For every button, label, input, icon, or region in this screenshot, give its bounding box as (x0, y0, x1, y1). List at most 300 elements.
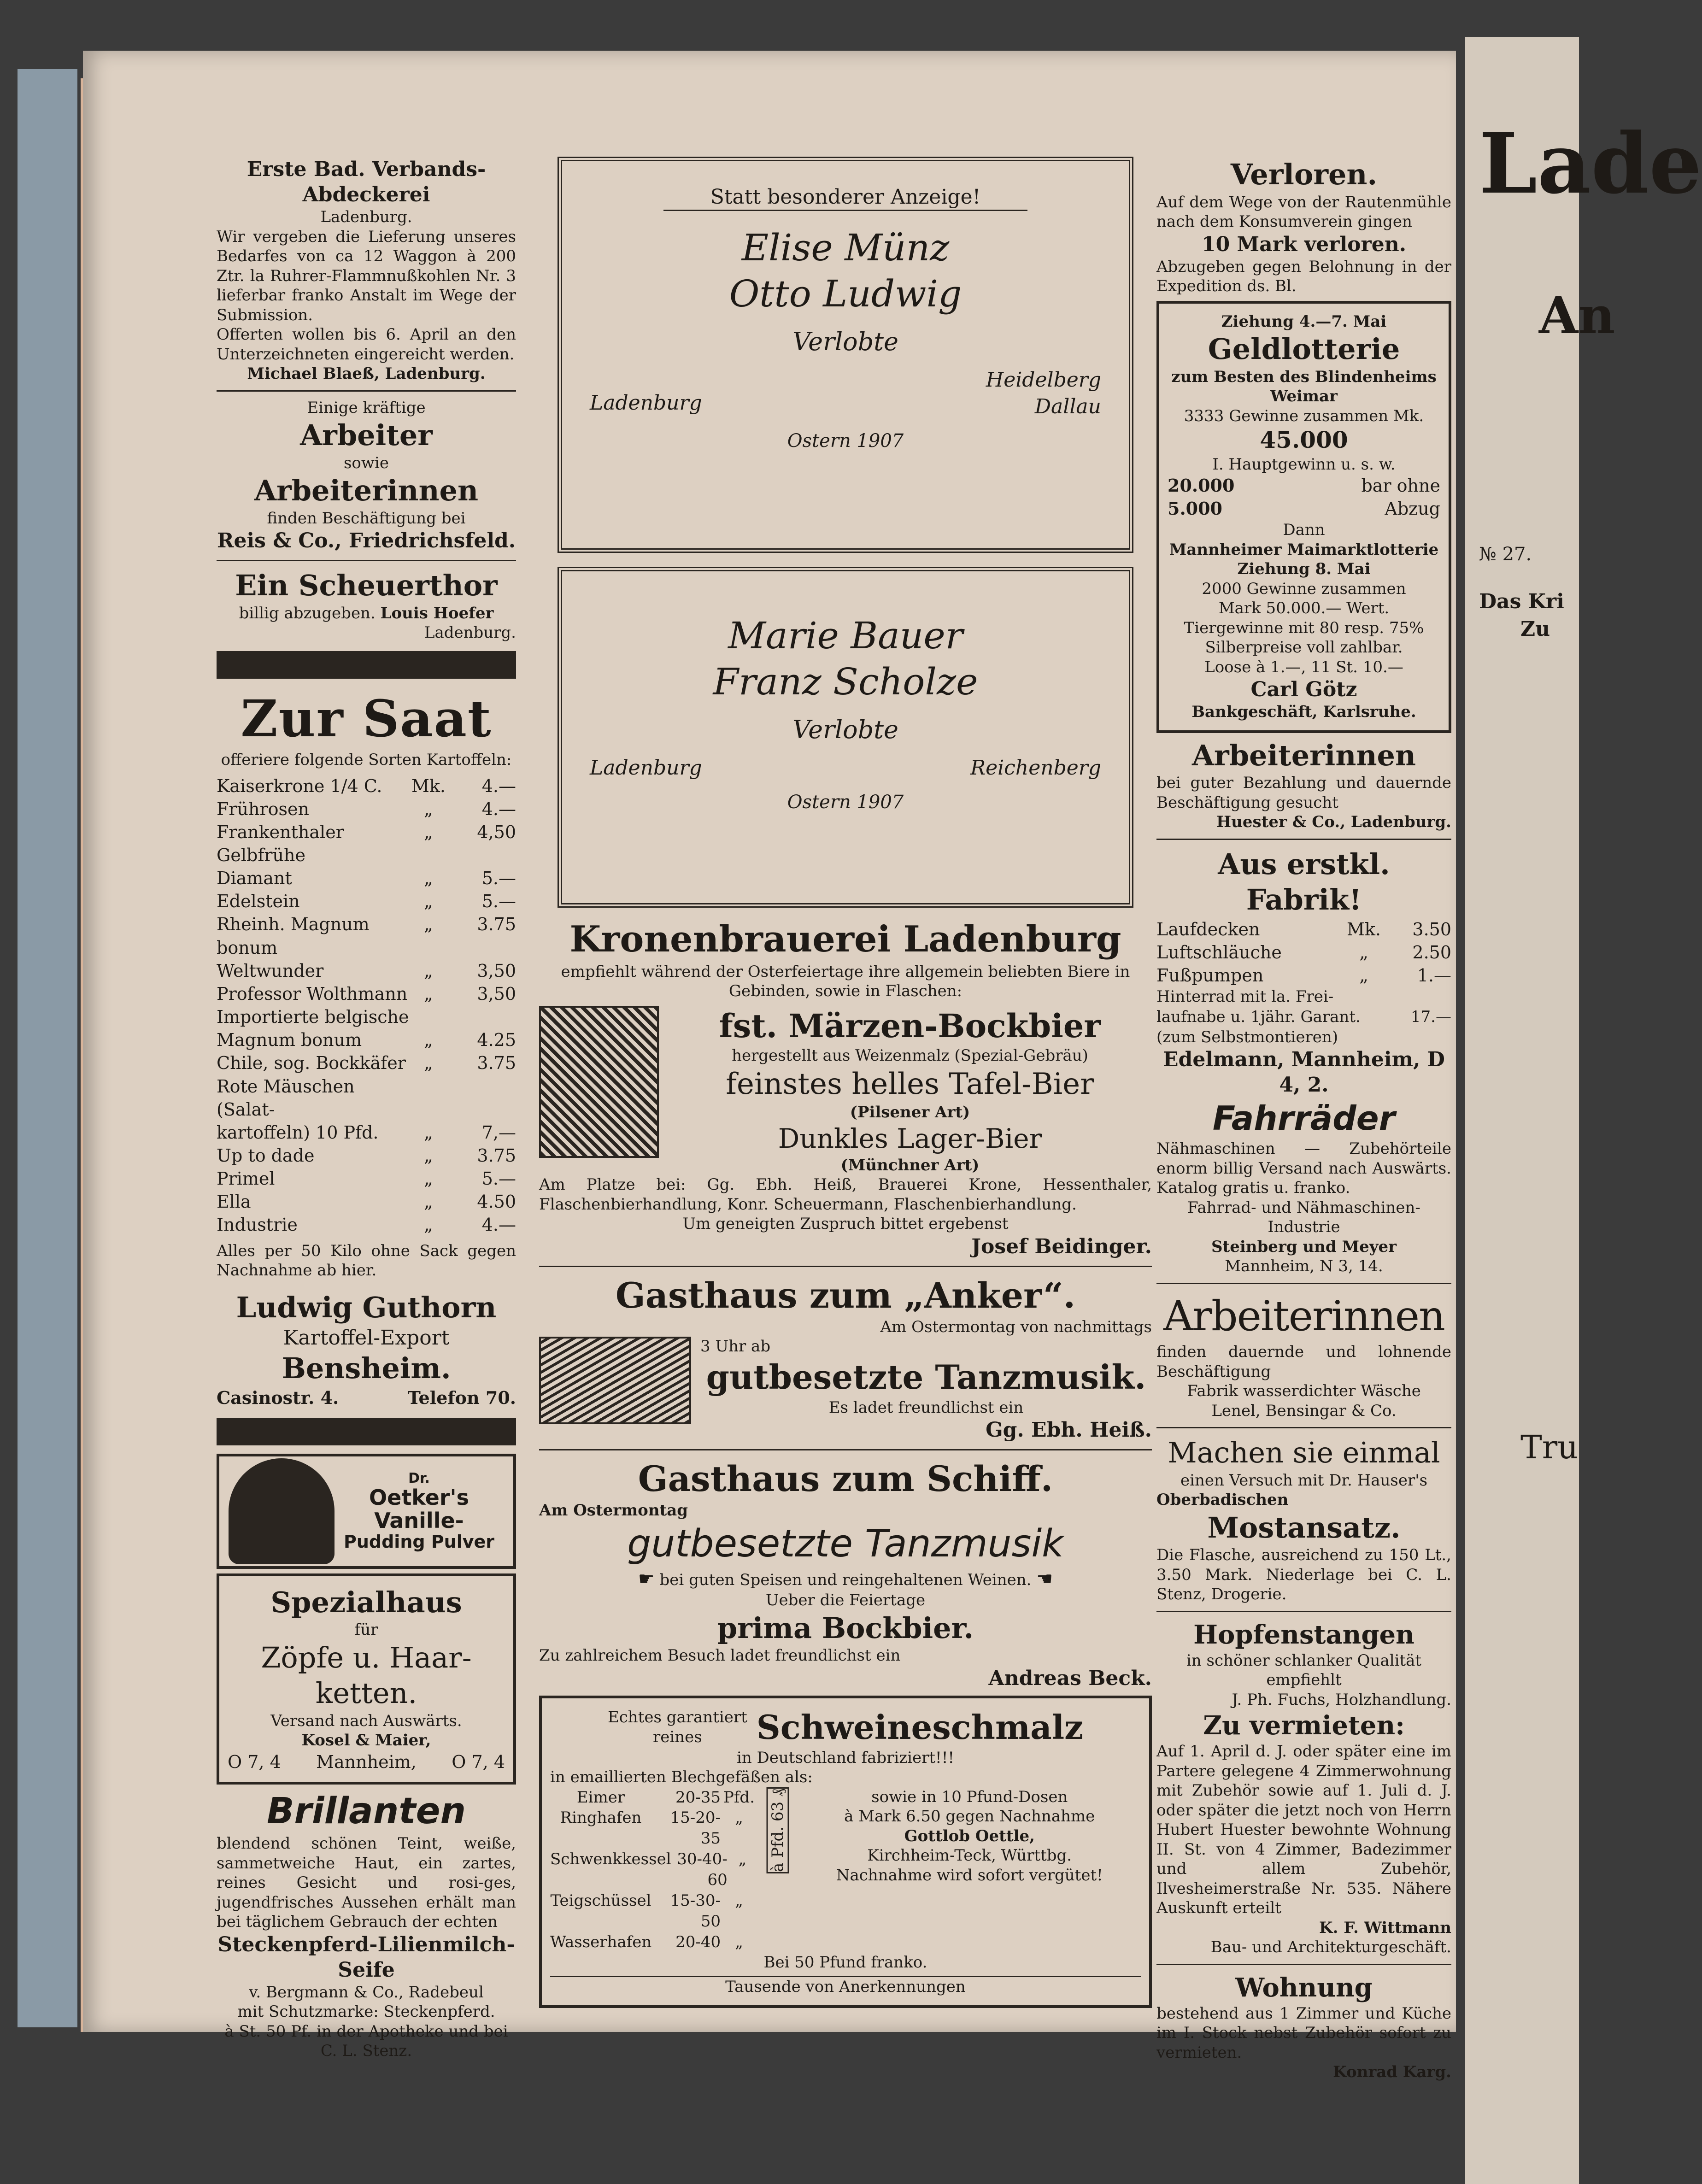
price-name: kartoffeln) 10 Pfd. (217, 1122, 379, 1143)
ad-company: Fabrik wasserdichter Wäsche (1187, 1382, 1421, 1401)
ad-place: Ladenburg. (320, 208, 412, 226)
ad-title: Brillanten (266, 1790, 466, 1832)
ad-line: Pudding Pulver (344, 1531, 495, 1552)
ad-line: Am Ostermontag von nachmittags (880, 1317, 1152, 1336)
ad-title: Spezialhaus (270, 1585, 462, 1619)
lard-row (550, 1808, 757, 1849)
ad-line: Mannheimer Maimarktlotterie (1169, 540, 1439, 559)
price-name: Diamant (217, 868, 292, 889)
masthead-fragment: Lade (1479, 115, 1702, 212)
price-row (217, 959, 516, 982)
ad-note: Bei 50 Pfund franko. (763, 1953, 927, 1972)
price-unit: „ (424, 1030, 433, 1051)
lard-row (550, 1849, 757, 1890)
price-unit: „ (424, 891, 433, 912)
ad-place: Ladenburg. (424, 623, 516, 642)
price-name: Up to dade (217, 1145, 315, 1166)
ad-name: Otto Ludwig (729, 272, 962, 315)
ad-body: Nähmaschinen — Zubehörteile enorm billig Versand nach Auswärts. Katalog gratis u. franko. (1156, 1139, 1451, 1198)
ad-place: Reichenberg (970, 756, 1101, 780)
price-row (217, 798, 516, 821)
ad-line: bar ohne (1361, 476, 1440, 496)
ad-body: blendend schönen Teint, weiße, sammetweiche Haut, ein zartes, reines Gesicht und rosi-ges, jugendfrisches Aussehen erhält man bei täglichem Gebrauch der echten (217, 1834, 516, 1932)
price-name: Chile, sog. Bockkäfer (217, 1053, 406, 1074)
price-name: Luftschläuche (1156, 942, 1282, 963)
ad-line: Vanille- (374, 1508, 464, 1533)
ad-signature: Gg. Ebh. Heiß. (986, 1418, 1152, 1442)
price-row (217, 1051, 516, 1074)
price-price: 4.— (481, 775, 516, 796)
ad-title: Zur Saat (241, 688, 492, 748)
ad-title: Wohnung (1235, 1972, 1373, 2003)
ad-line: Gottlob Oettle, (904, 1826, 1035, 1845)
ad-name: Franz Scholze (713, 660, 978, 703)
divider (217, 390, 516, 392)
ad-verlobung-bauer (558, 567, 1133, 908)
ad-line: laufnabe u. 1jähr. Garant. (1156, 1007, 1361, 1026)
price-unit (410, 1075, 447, 1121)
ad-body: bei guter Bezahlung und dauernde Beschäftigung gesucht (1156, 774, 1451, 812)
ad-line: Oetker's (369, 1485, 470, 1510)
ad-vermieten (1156, 1709, 1451, 1957)
ad-date: Ostern 1907 (787, 791, 904, 813)
ad-line: Ziehung 4.—7. Mai (1221, 312, 1387, 331)
next-page-edge (1465, 37, 1702, 2184)
price-price: 4.50 (477, 1192, 516, 1212)
ad-prize: 20.000 (1168, 475, 1235, 496)
pointing-hand-icon: ☚ (1036, 1568, 1053, 1590)
price-row (217, 913, 516, 959)
ad-name: Marie Bauer (728, 614, 963, 657)
lard-name: Schwenkkessel (550, 1850, 671, 1869)
ad-firm: Bankgeschäft, Karlsruhe. (1191, 703, 1416, 722)
price-row (1156, 918, 1451, 941)
ad-mark: mit Schutzmarke: Steckenpferd. (237, 2002, 495, 2021)
price-unit: „ (424, 1053, 433, 1074)
ad-line: in emaillierten Blechgefäßen als: (550, 1768, 813, 1786)
lard-row (550, 1932, 757, 1953)
price-price: 3,50 (477, 983, 516, 1004)
price-name: Fußpumpen (1156, 965, 1264, 986)
ad-line: für (354, 1620, 378, 1639)
ad-line: billig abzugeben. (239, 604, 376, 622)
price-price: 3.75 (477, 1145, 516, 1166)
ad-title: Erste Bad. Verbands-Abdeckerei (246, 158, 486, 206)
ad-header: Statt besonderer Anzeige! (663, 184, 1027, 211)
price-row (217, 867, 516, 890)
divider (539, 1449, 1152, 1450)
ad-title: Hopfenstangen (1193, 1619, 1414, 1650)
divider (1156, 1611, 1451, 1612)
lard-values: 15-20-35 (670, 1808, 721, 1848)
price-row (217, 1167, 516, 1190)
ad-line: Oberbadischen (1156, 1491, 1289, 1509)
ad-city: Mannheim, (316, 1751, 417, 1772)
ad-line: in Deutschland fabriziert!!! (736, 1748, 955, 1767)
price-row (217, 775, 516, 798)
ad-name: Steinberg und Meyer (1211, 1237, 1397, 1256)
ad-line: Es ladet freundlichst ein (828, 1398, 1024, 1417)
ad-brillanten (217, 1789, 516, 2061)
price-price: 4.25 (477, 1030, 516, 1051)
price-unit: Mk. (1346, 919, 1381, 939)
ad-body: bestehend aus 1 Zimmer und Küche im I. Stock nebst Zubehör sofort zu vermieten. (1156, 2004, 1451, 2062)
lard-values: 30-40-60 (677, 1850, 728, 1889)
ad-maker: v. Bergmann & Co., Radebeul (249, 1983, 484, 2002)
ad-place: Ladenburg (590, 756, 702, 780)
ad-title: Arbeiter (300, 418, 433, 452)
price-name: Primel (217, 1168, 275, 1189)
masthead-fragment: An (1539, 286, 1615, 345)
lard-item-list (550, 1787, 757, 1953)
ad-name: Louis Hoefer (380, 604, 494, 622)
price-name: Edelstein (217, 891, 300, 912)
ad-title: Gasthaus zum „Anker“. (615, 1274, 1076, 1316)
ad-addr: O 7, 4 (452, 1751, 505, 1772)
ad-date: Ostern 1907 (787, 430, 904, 452)
ad-dealers: Am Platze bei: Gg. Ebh. Heiß, Brauerei Krone, Hessenthaler, Flaschenbierhandlung, Konr. Scheuermann, Flaschenbierhandlung. (539, 1175, 1152, 1214)
ad-title: Arbeiterinnen (1163, 1292, 1445, 1340)
lard-unit: „ (735, 1808, 743, 1827)
ad-arbeiterinnen-lenel (1156, 1291, 1451, 1421)
price-unit: „ (424, 868, 433, 889)
price-name: Industrie (217, 1215, 298, 1235)
ad-company: Lenel, Bensingar & Co. (1211, 1401, 1397, 1420)
pointing-hand-icon: ☛ (638, 1568, 655, 1590)
ad-wohnung (1156, 1972, 1451, 2082)
price-row (1156, 964, 1451, 987)
ad-line: sowie (343, 453, 389, 472)
lard-name: Eimer (576, 1788, 625, 1807)
lard-name: Ringhafen (560, 1808, 642, 1827)
beer-name: feinstes helles Tafel-Bier (726, 1067, 1094, 1101)
ad-anker (539, 1274, 1152, 1443)
ad-line: Ueber die Feiertage (765, 1591, 926, 1609)
lard-unit: Pfd. (723, 1788, 755, 1807)
price-price: 5.— (481, 891, 516, 912)
ad-firm: Bau- und Architekturgeschäft. (1210, 1938, 1451, 1957)
price-unit: „ (424, 1168, 433, 1189)
price-price: 4.— (481, 798, 516, 819)
price-row (217, 1190, 516, 1213)
price-price: 7,— (481, 1122, 516, 1143)
beer-name: Dunkles Lager-Bier (778, 1123, 1042, 1154)
price-row (217, 1121, 516, 1144)
ad-intro: empfiehlt während der Osterfeiertage ihre allgemein beliebten Biere in Gebinden, sowie in Flaschen: (561, 962, 1130, 1000)
potato-price-list (217, 775, 516, 1237)
ad-phone: Telefon 70. (407, 1387, 516, 1408)
ad-body: in schöner schlanker Qualität empfiehlt (1186, 1651, 1422, 1690)
ad-title: Geldlotterie (1208, 332, 1400, 366)
ad-line: einen Versuch mit Dr. Hauser's (1180, 1471, 1428, 1490)
ad-line: Kirchheim-Teck, Württbg. (867, 1846, 1072, 1865)
ad-town: Bensheim. (282, 1351, 451, 1386)
price-unit: „ (1359, 942, 1368, 963)
ad-place: Ladenburg (590, 391, 702, 415)
dancers-illustration (539, 1337, 691, 1424)
price-name: Weltwunder (217, 960, 324, 981)
ad-kronenbrauerei (539, 917, 1152, 1259)
ad-line: zum Besten des Blindenheims (1171, 367, 1437, 386)
ad-line: Abzug (1385, 499, 1440, 519)
ad-total: 45.000 (1260, 426, 1348, 453)
lard-unit: „ (735, 1891, 743, 1910)
column-left (217, 157, 516, 2061)
ad-company: Reis & Co., Friedrichsfeld. (217, 529, 516, 552)
ad-fabrik (1156, 846, 1451, 1098)
ad-product: Steckenpferd-Lilienmilch-Seife (217, 1932, 515, 1982)
divider (1156, 1427, 1451, 1428)
ad-line: gutbesetzte Tanzmusik (627, 1521, 1064, 1566)
price-unit (410, 1005, 447, 1028)
ad-price: 17.— (1410, 1007, 1451, 1026)
price-price: 1.— (1417, 965, 1451, 986)
issue-number: № 27. (1479, 544, 1532, 565)
bike-parts-list (1156, 918, 1451, 987)
ad-line: Nachnahme wird sofort vergütet! (836, 1866, 1103, 1885)
ad-title: Zu vermieten: (1203, 1710, 1405, 1741)
price-name: Laufdecken (1156, 919, 1260, 939)
ad-name: Carl Götz (1250, 678, 1357, 702)
ad-zur-saat (217, 687, 516, 1409)
ad-arbeiter (217, 398, 516, 554)
lard-row (550, 1890, 757, 1932)
ad-footer: Tausende von Anerkennungen (550, 1976, 1141, 1997)
lard-values: 20-40 (675, 1932, 721, 1951)
ad-title: Ein Scheuerthor (235, 569, 498, 602)
price-row (217, 1005, 516, 1028)
price-unit: „ (424, 1145, 433, 1166)
price-unit: „ (424, 1122, 433, 1143)
ad-line: sowie in 10 Pfund-Dosen (871, 1787, 1068, 1806)
ad-line: Dann (1283, 521, 1325, 540)
divider (217, 560, 516, 561)
silhouette-portrait (229, 1458, 335, 1564)
price-unit: „ (424, 822, 433, 842)
lard-unit: „ (738, 1850, 747, 1869)
ad-line: Dr. (408, 1470, 430, 1486)
price-name: Magnum bonum (217, 1030, 362, 1051)
divider (1156, 839, 1451, 840)
ad-amount: 10 Mark verloren. (1201, 232, 1407, 256)
ad-mostansatz (1156, 1435, 1451, 1604)
beer-sub: hergestellt aus Weizenmalz (Spezial-Gebräu) (732, 1046, 1088, 1065)
ad-signature: Josef Beidinger. (971, 1234, 1152, 1258)
ad-body: finden dauernde und lohnende Beschäftigung (1156, 1343, 1451, 1381)
lard-row (550, 1787, 757, 1808)
ad-title: Machen sie einmal (1168, 1436, 1440, 1470)
ad-line: Zöpfe u. Haar- (261, 1640, 472, 1674)
ad-scheuerthor (217, 568, 516, 643)
price-row (217, 1075, 516, 1121)
black-bar (217, 1418, 516, 1445)
ad-title: Arbeiterinnen (1191, 738, 1416, 772)
ad-line: bei guten Speisen und reingehaltenen Weinen. (659, 1571, 1032, 1589)
ad-word: Verlobte (792, 327, 898, 356)
price-price: 3.50 (1412, 919, 1451, 939)
price-unit: „ (424, 1192, 433, 1212)
headline-fragment: Zu (1520, 617, 1550, 641)
price-price: 4,50 (477, 822, 516, 842)
ad-title: Aus erstkl. Fabrik! (1218, 847, 1390, 917)
price-row (217, 821, 516, 867)
lard-name: Wasserhafen (550, 1932, 652, 1951)
ad-side-price: à Pfd. 63 ₰ (767, 1787, 789, 1873)
ad-abdeckerei (217, 157, 516, 384)
ad-addr: Casinostr. 4. (217, 1387, 339, 1408)
price-row (217, 1213, 516, 1236)
lard-values: 20-35 (675, 1788, 721, 1807)
price-row (1156, 941, 1451, 964)
divider (539, 1266, 1152, 1267)
ad-verloren (1156, 157, 1451, 296)
ad-line: finden Beschäftigung bei (267, 509, 466, 528)
ad-line: 2000 Gewinne zusammen (1202, 579, 1406, 598)
price-row (217, 982, 516, 1005)
ad-product: Mostansatz. (1207, 1510, 1401, 1544)
ad-line: 3 Uhr ab (700, 1337, 771, 1356)
price-unit: Mk. (411, 775, 446, 796)
ad-line: gutbesetzte Tanzmusik. (706, 1357, 1146, 1397)
ad-name: Konrad Karg. (1333, 2063, 1451, 2082)
ad-addr: Mannheim, N 3, 14. (1225, 1257, 1383, 1276)
ad-line: I. Hauptgewinn u. s. w. (1212, 455, 1396, 474)
price-name: Professor Wolthmann (217, 983, 408, 1004)
ad-line: ketten. (315, 1676, 417, 1710)
beer-sub: (Pilsener Art) (850, 1103, 970, 1121)
price-price: 3.75 (477, 1053, 516, 1074)
ad-line: Weimar (1270, 387, 1338, 405)
ad-title: Kronenbrauerei Ladenburg (569, 918, 1121, 960)
ad-body: Die Flasche, ausreichend zu 150 Lt., 3.50 Mark. Niederlage bei C. L. Stenz, Drogerie. (1156, 1546, 1451, 1604)
ad-line: à Mark 6.50 gegen Nachnahme (844, 1807, 1095, 1826)
ad-verlobung-muenz (558, 157, 1133, 553)
ad-arbeiterinnen-huester (1156, 738, 1451, 832)
ad-line: Versand nach Auswärts. (270, 1711, 462, 1730)
ad-signature: Edelmann, Mannheim, D 4, 2. (1163, 1048, 1445, 1097)
lard-name: Teigschüssel (550, 1891, 651, 1910)
ad-title: Schweineschmalz (756, 1707, 1084, 1747)
ad-line: Am Ostermontag (539, 1501, 688, 1520)
price-row (217, 1144, 516, 1167)
price-name: Rote Mäuschen (Salat- (217, 1076, 355, 1120)
ad-price: à St. 50 Pf. in der Apotheke und bei C. L. Stenz. (224, 2022, 508, 2061)
divider (1156, 1964, 1451, 1965)
book-binding (18, 69, 77, 2027)
price-name: Rheinh. Magnum bonum (217, 914, 370, 958)
ad-body: Abzugeben gegen Belohnung in der Expedition ds. Bl. (1156, 257, 1451, 295)
price-name: Frührosen (217, 798, 309, 819)
ad-body2: Offerten wollen bis 6. April an den Unterzeichneten eingereicht werden. (217, 325, 516, 364)
lard-values: 15-30-50 (670, 1891, 721, 1931)
ad-title: Verloren. (1230, 158, 1378, 191)
price-name: Ella (217, 1192, 251, 1212)
ad-intro: offeriere folgende Sorten Kartoffeln: (221, 751, 512, 769)
ad-schiff (539, 1457, 1152, 1691)
ad-signature: Michael Blaeß, Ladenburg. (247, 364, 486, 383)
price-price: 4.— (481, 1215, 516, 1235)
price-price: 5.— (481, 1168, 516, 1189)
ad-company: Huester & Co., Ladenburg. (1216, 813, 1451, 832)
ad-line: Ziehung 8. Mai (1237, 560, 1371, 579)
ad-line: Loose à 1.—, 11 St. 10.— (1204, 658, 1403, 676)
ad-place: Heidelberg (986, 368, 1101, 392)
ad-footer: Alles per 50 Kilo ohne Sack gegen Nachnahme ab hier. (217, 1241, 516, 1280)
price-unit: „ (424, 1215, 433, 1235)
ad-title: Fahrräder (1212, 1099, 1396, 1138)
black-bar (217, 651, 516, 679)
lard-unit: „ (735, 1932, 743, 1951)
ad-line: Zu zahlreichem Besuch ladet freundlichst ein (539, 1646, 901, 1665)
ad-body: Auf 1. April d. J. oder später eine im Partere gelegene 4 Zimmerwohnung mit Zubehör sowie auf 1. Juli d. J. oder später die jetzt noch von Herrn Hubert Huester bewohnte Wohnung II. St. von 4 Zimmer, Badezimmer und allem Zubehör, Ilvesheimerstraße Nr. 535. Nähere Auskunft erteilt (1156, 1742, 1451, 1918)
column-right (1156, 157, 1451, 2082)
column-center (539, 157, 1152, 2013)
ad-line: Kosel & Maier, (301, 1731, 431, 1750)
ad-line: Echtes garantiert (607, 1708, 747, 1726)
ad-addr: O 7, 4 (228, 1751, 281, 1772)
price-price: 3,50 (477, 960, 516, 981)
price-name: Importierte belgische (217, 1007, 409, 1027)
brewer-illustration (539, 1006, 659, 1158)
ad-title: Gasthaus zum Schiff. (638, 1458, 1053, 1499)
ad-sub: Kartoffel-Export (283, 1326, 450, 1350)
price-row (217, 1028, 516, 1051)
ad-word: Verlobte (792, 715, 898, 744)
price-price (447, 1005, 516, 1028)
ad-geldlotterie (1156, 301, 1451, 733)
price-price: 2.50 (1412, 942, 1451, 963)
price-unit: „ (424, 914, 433, 935)
price-name: Kaiserkrone 1/4 C. (217, 775, 382, 796)
ad-body: Fahrrad- und Nähmaschinen-Industrie (1187, 1198, 1420, 1237)
ad-hopfenstangen (1156, 1619, 1451, 1710)
ad-oetker (217, 1454, 516, 1569)
ad-line: prima Bockbier. (717, 1611, 974, 1645)
beer-sub: (Münchner Art) (840, 1156, 980, 1174)
price-unit: „ (1359, 965, 1368, 986)
divider (1156, 1283, 1451, 1284)
ad-line: Einige kräftige (307, 398, 426, 417)
price-unit: „ (424, 798, 433, 819)
ad-name: Ludwig Guthorn (236, 1290, 497, 1324)
ad-line: reines (653, 1727, 702, 1746)
ad-title: Arbeiterinnen (254, 474, 479, 507)
ad-body: Wir vergeben die Lieferung unseres Bedarfes von ca 12 Waggon à 200 Ztr. la Ruhrer-Flammnußkohlen Nr. 3 lieferbar franko Anstalt im Wege der Submission. (217, 227, 516, 324)
ad-name: J. Ph. Fuchs, Holzhandlung. (1232, 1690, 1451, 1709)
headline-fragment: Tru (1520, 1428, 1579, 1466)
ad-place: Dallau (1034, 394, 1101, 418)
ad-fahrraeder (1156, 1098, 1451, 1276)
ad-line: Mark 50.000.— Wert. (1218, 599, 1390, 618)
beer-name: fst. Märzen-Bockbier (719, 1006, 1101, 1045)
headline-fragment: Das Kri (1479, 590, 1564, 613)
ad-spezialhaus (217, 1573, 516, 1785)
price-name: Frankenthaler Gelbfrühe (217, 822, 344, 865)
ad-line: Hinterrad mit la. Frei- (1156, 987, 1334, 1006)
ad-body: Auf dem Wege von der Rautenmühle nach dem Konsumverein gingen (1156, 193, 1451, 231)
ad-closing: Um geneigten Zuspruch bittet ergebenst (682, 1215, 1009, 1233)
ad-line: 3333 Gewinne zusammen Mk. (1184, 406, 1424, 425)
price-price: 5.— (481, 868, 516, 889)
ad-schweineschmalz (539, 1696, 1152, 2008)
price-row (217, 890, 516, 913)
ad-line: Silberpreise voll zahlbar. (1205, 638, 1403, 657)
ad-line: (zum Selbstmontieren) (1156, 1027, 1338, 1046)
price-price (447, 1075, 516, 1121)
ad-name: Elise Münz (741, 226, 950, 269)
price-unit: „ (424, 983, 433, 1004)
price-price: 3.75 (477, 914, 516, 935)
